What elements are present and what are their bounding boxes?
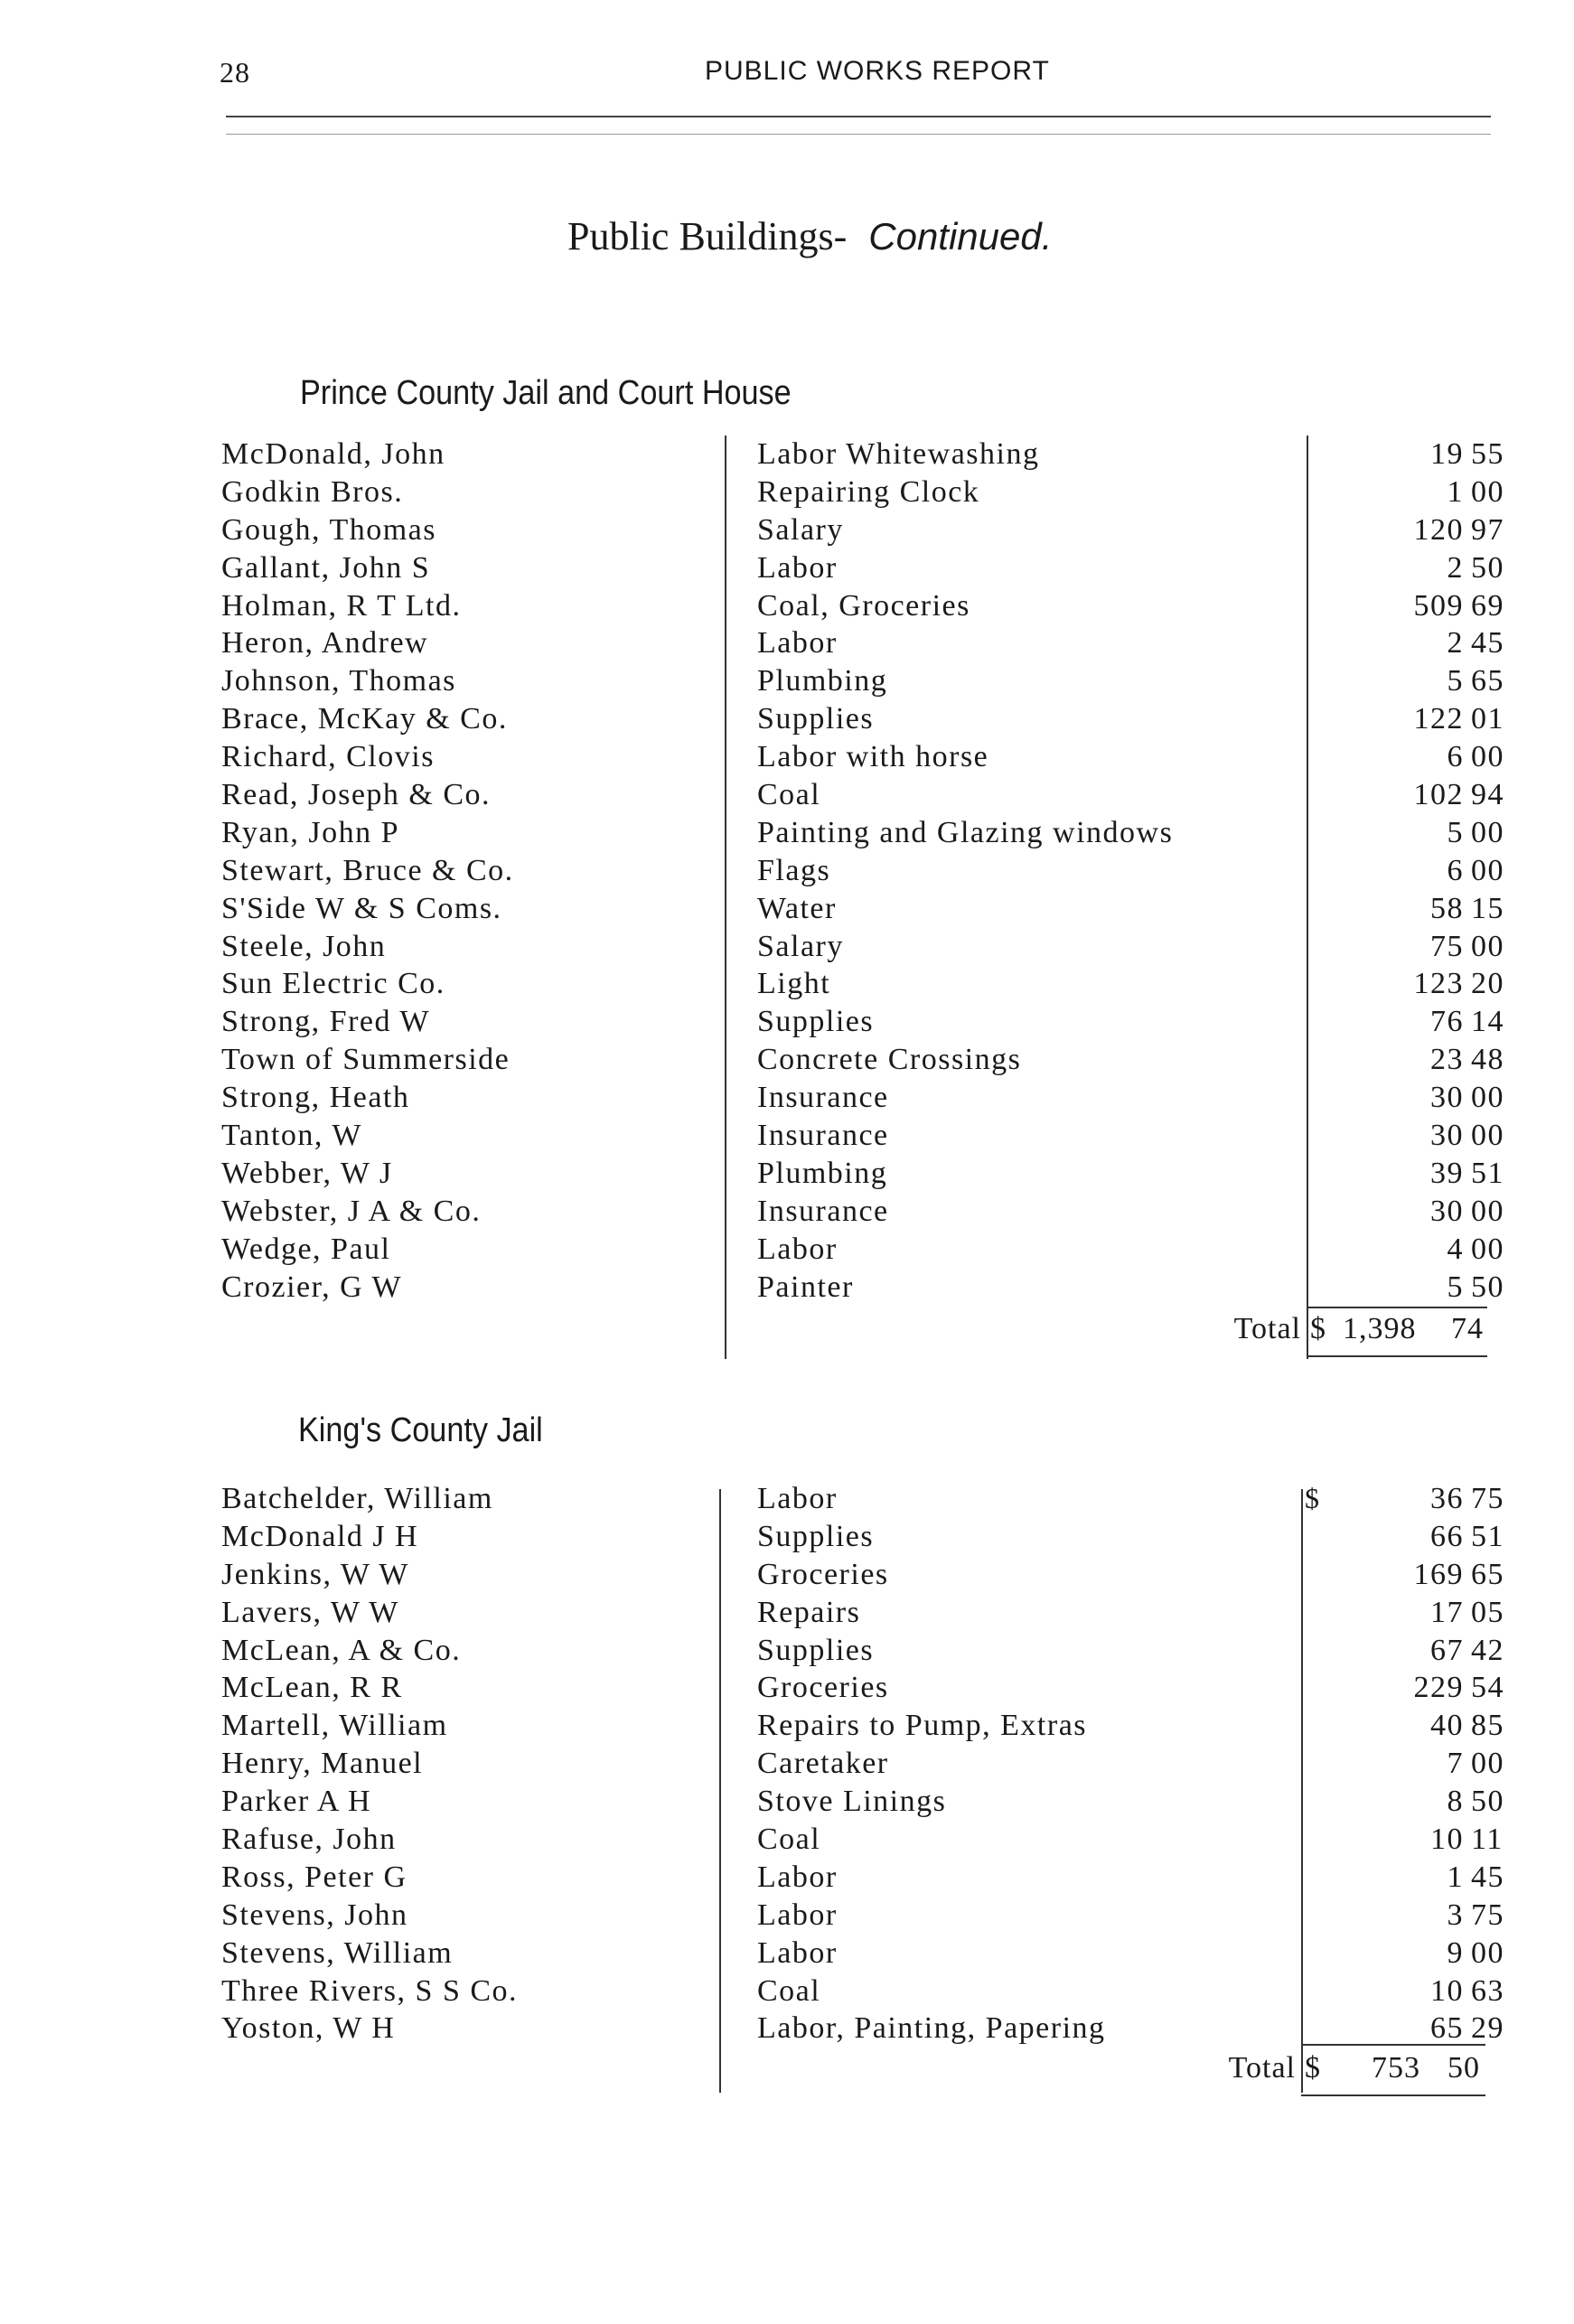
amount-cents: 00 [1471,929,1504,963]
amount-dollars: 30 [1430,1119,1464,1153]
expense-description: Groceries [757,1557,889,1591]
amount-dollars: 10 [1430,1973,1464,2008]
amount-dollars: 10 [1430,1823,1464,1857]
payee-name: Martell, William [221,1709,448,1743]
amount-dollars: 30 [1430,1194,1464,1228]
payee-name: Read, Joseph & Co. [221,778,492,812]
table-row [0,1556,1574,1594]
amount-cents: 50 [1471,1785,1504,1819]
amount-dollars: 6 [1447,740,1464,774]
amount-cents: 00 [1471,1081,1504,1115]
amount-cents: 50 [1471,550,1504,585]
payee-name: McDonald, John [221,437,445,471]
amount-cents: 00 [1471,1194,1504,1228]
amount-dollars: 169 [1413,1557,1464,1591]
amount-cents: 85 [1471,1709,1504,1743]
expense-description: Labor [757,1898,838,1932]
payee-name: Rafuse, John [221,1823,397,1857]
payee-name: Batchelder, William [221,1482,493,1515]
amount-cents: 51 [1471,1156,1504,1190]
expense-description: Painting and Glazing windows [757,815,1174,849]
payee-name: Sun Electric Co. [221,967,445,1001]
payee-name: Gough, Thomas [221,512,436,547]
table-row [0,1897,1574,1935]
payee-name: Ross, Peter G [221,1860,408,1894]
running-title: PUBLIC WORKS REPORT [705,56,1050,86]
payee-name: Tanton, W [221,1119,362,1153]
amount-dollars: 509 [1413,588,1464,623]
expense-description: Labor [757,1935,838,1970]
amount-cents: 55 [1471,437,1504,471]
table-row [0,1193,1574,1231]
expense-description: Concrete Crossings [757,1043,1022,1077]
payee-name: Richard, Clovis [221,740,435,774]
table-row [0,1079,1574,1117]
expense-description: Groceries [757,1671,889,1705]
section-continued: Continued. [868,215,1053,258]
payee-name: Stevens, John [221,1898,408,1932]
amount-cents: 42 [1471,1633,1504,1667]
header-rule-thin [226,134,1491,135]
payee-name: Godkin Bros. [221,474,404,509]
table-row [0,776,1574,814]
table-row [0,928,1574,966]
expense-description: Plumbing [757,1156,888,1190]
table-row [0,436,1574,473]
amount-dollars: 123 [1413,967,1464,1001]
prince-county-table [0,436,1574,1306]
table-row [0,511,1574,549]
amount-cents: 14 [1471,1005,1504,1039]
payee-name: Crozier, G W [221,1270,403,1304]
table-row [0,624,1574,662]
table-row [0,890,1574,928]
payee-name: Lavers, W W [221,1595,399,1629]
expense-description: Labor [757,626,838,661]
amount-cents: 20 [1471,967,1504,1001]
amount-cents: 05 [1471,1595,1504,1629]
amount-dollars: 39 [1430,1156,1464,1190]
table-row [0,965,1574,1003]
amount-dollars: 65 [1430,2011,1464,2046]
payee-name: Strong, Heath [221,1081,410,1115]
prince-county-heading: Prince County Jail and Court House [300,374,792,412]
total-dollars: 1,398 [1343,1312,1417,1345]
amount-dollars: 58 [1430,891,1464,925]
amount-dollars: 30 [1430,1081,1464,1115]
amount-cents: 54 [1471,1671,1504,1705]
amount-dollars: 19 [1430,437,1464,471]
table-row [0,662,1574,700]
expense-description: Supplies [757,702,875,736]
total-label: Total [1228,2051,1296,2085]
amount-cents: 00 [1471,1935,1504,1970]
amount-dollars: 122 [1413,702,1464,736]
amount-cents: 63 [1471,1973,1504,2008]
payee-name: Brace, McKay & Co. [221,702,508,736]
amount-dollars: 36 [1430,1482,1464,1515]
expense-description: Labor with horse [757,740,989,774]
total-rule [1301,2044,1485,2046]
amount-dollars: 8 [1447,1785,1464,1819]
amount-cents: 00 [1471,815,1504,849]
total-dollars: 753 [1372,2051,1420,2085]
table-row [0,700,1574,738]
amount-dollars: 23 [1430,1043,1464,1077]
payee-name: Webster, J A & Co. [221,1194,482,1228]
payee-name: McDonald J H [221,1519,419,1553]
expense-description: Coal [757,778,821,812]
expense-description: Labor [757,1232,838,1266]
expense-description: Plumbing [757,664,888,698]
table-row [0,1480,1574,1518]
payee-name: Town of Summerside [221,1043,511,1077]
amount-cents: 00 [1471,474,1504,509]
amount-cents: 15 [1471,891,1504,925]
payee-name: Strong, Fred W [221,1005,430,1039]
amount-cents: 45 [1471,626,1504,661]
expense-description: Repairs to Pump, Extras [757,1709,1088,1743]
table-row [0,473,1574,511]
amount-dollars: 40 [1430,1709,1464,1743]
amount-cents: 00 [1471,1232,1504,1266]
amount-dollars: 67 [1430,1633,1464,1667]
amount-dollars: 5 [1447,815,1464,849]
payee-name: McLean, A & Co. [221,1633,462,1667]
amount-cents: 97 [1471,512,1504,547]
table-row [0,1669,1574,1707]
amount-cents: 48 [1471,1043,1504,1077]
payee-name: Stevens, William [221,1935,454,1970]
payee-name: Henry, Manuel [221,1747,424,1781]
table-row [0,1003,1574,1041]
amount-dollars: 75 [1430,929,1464,963]
kings-county-heading: King's County Jail [298,1411,543,1449]
expense-description: Repairing Clock [757,474,980,509]
amount-dollars: 6 [1447,853,1464,887]
expense-description: Labor [757,1482,838,1515]
table-row [0,1973,1574,2010]
expense-description: Coal [757,1823,821,1857]
table-row [0,2010,1574,2048]
amount-dollars: 2 [1447,550,1464,585]
payee-name: McLean, R R [221,1671,403,1705]
amount-cents: 50 [1471,1270,1504,1304]
payee-name: Stewart, Bruce & Co. [221,853,514,887]
expense-description: Painter [757,1270,854,1304]
amount-cents: 65 [1471,664,1504,698]
expense-description: Repairs [757,1595,861,1629]
amount-dollars: 76 [1430,1005,1464,1039]
amount-cents: 01 [1471,702,1504,736]
payee-name: S'Side W & S Coms. [221,891,502,925]
column-divider [1307,436,1308,1359]
amount-dollars: 5 [1447,1270,1464,1304]
total-double-rule [1307,1355,1487,1357]
table-row [0,738,1574,776]
total-rule [1307,1307,1487,1308]
total-currency: $ [1310,1312,1326,1345]
table-row [0,1518,1574,1556]
expense-description: Insurance [757,1081,889,1115]
expense-description: Supplies [757,1005,875,1039]
amount-dollars: 3 [1447,1898,1464,1932]
table-row [0,1269,1574,1307]
amount-cents: 94 [1471,778,1504,812]
payee-name: Yoston, W H [221,2011,396,2046]
amount-cents: 00 [1471,1119,1504,1153]
expense-description: Coal [757,1973,821,2008]
payee-name: Wedge, Paul [221,1232,391,1266]
amount-dollars: 2 [1447,626,1464,661]
total-label: Total [1233,1312,1301,1345]
amount-cents: 29 [1471,2011,1504,2046]
amount-dollars: 9 [1447,1935,1464,1970]
amount-dollars: 1 [1447,1860,1464,1894]
table-row [0,1632,1574,1670]
total-row [1166,2051,1485,2091]
payee-name: Webber, W J [221,1156,393,1190]
section-title-text: Public Buildings- [567,214,848,258]
amount-dollars: 5 [1447,664,1464,698]
amount-dollars: 66 [1430,1519,1464,1553]
total-row [1175,1312,1487,1352]
amount-dollars: 229 [1413,1671,1464,1705]
table-row [0,1117,1574,1155]
expense-description: Labor Whitewashing [757,437,1040,471]
amount-dollars: 102 [1413,778,1464,812]
expense-description: Light [757,967,831,1001]
table-row [0,1041,1574,1079]
total-cents: 50 [1448,2051,1480,2085]
expense-description: Labor [757,550,838,585]
kings-county-table [0,1480,1574,2048]
table-row [0,1859,1574,1897]
page-number: 28 [220,56,250,89]
payee-name: Three Rivers, S S Co. [221,1973,519,2008]
expense-description: Insurance [757,1194,889,1228]
table-row [0,1783,1574,1821]
expense-description: Stove Linings [757,1785,947,1819]
total-cents: 74 [1451,1312,1484,1345]
amount-dollars: 1 [1447,474,1464,509]
payee-name: Johnson, Thomas [221,664,456,698]
amount-cents: 51 [1471,1519,1504,1553]
amount-dollars: 120 [1413,512,1464,547]
column-divider [1301,1489,1303,2093]
payee-name: Heron, Andrew [221,626,429,661]
payee-name: Gallant, John S [221,550,431,585]
expense-description: Salary [757,512,844,547]
amount-cents: 65 [1471,1557,1504,1591]
payee-name: Steele, John [221,929,387,963]
amount-cents: 11 [1471,1823,1504,1857]
payee-name: Holman, R T Ltd. [221,588,462,623]
currency-sign: $ [1305,1482,1319,1514]
amount-cents: 45 [1471,1860,1504,1894]
expense-description: Coal, Groceries [757,588,970,623]
table-row [0,587,1574,625]
expense-description: Salary [757,929,844,963]
expense-description: Caretaker [757,1747,889,1781]
amount-cents: 00 [1471,853,1504,887]
amount-cents: 75 [1471,1898,1504,1932]
expense-description: Insurance [757,1119,889,1153]
table-row [0,1707,1574,1745]
expense-description: Flags [757,853,831,887]
expense-description: Supplies [757,1519,875,1553]
table-row [0,1594,1574,1632]
payee-name: Parker A H [221,1785,372,1819]
table-row [0,1745,1574,1783]
table-row [0,852,1574,890]
column-divider [725,436,726,1359]
amount-cents: 75 [1471,1482,1504,1515]
total-double-rule [1301,2094,1485,2096]
payee-name: Jenkins, W W [221,1557,409,1591]
total-currency: $ [1305,2051,1321,2085]
amount-dollars: 17 [1430,1595,1464,1629]
table-row [0,1821,1574,1859]
table-row [0,549,1574,587]
expense-description: Labor, Painting, Papering [757,2011,1106,2046]
expense-description: Supplies [757,1633,875,1667]
column-divider [719,1489,721,2093]
amount-cents: 69 [1471,588,1504,623]
amount-dollars: 7 [1447,1747,1464,1781]
expense-description: Water [757,891,837,925]
expense-description: Labor [757,1860,838,1894]
section-title [567,213,1052,259]
amount-cents: 00 [1471,740,1504,774]
amount-dollars: 4 [1447,1232,1464,1266]
table-row [0,1935,1574,1973]
table-row [0,1231,1574,1269]
table-row [0,1155,1574,1193]
amount-cents: 00 [1471,1747,1504,1781]
payee-name: Ryan, John P [221,815,400,849]
header-rule [226,116,1491,117]
table-row [0,814,1574,852]
